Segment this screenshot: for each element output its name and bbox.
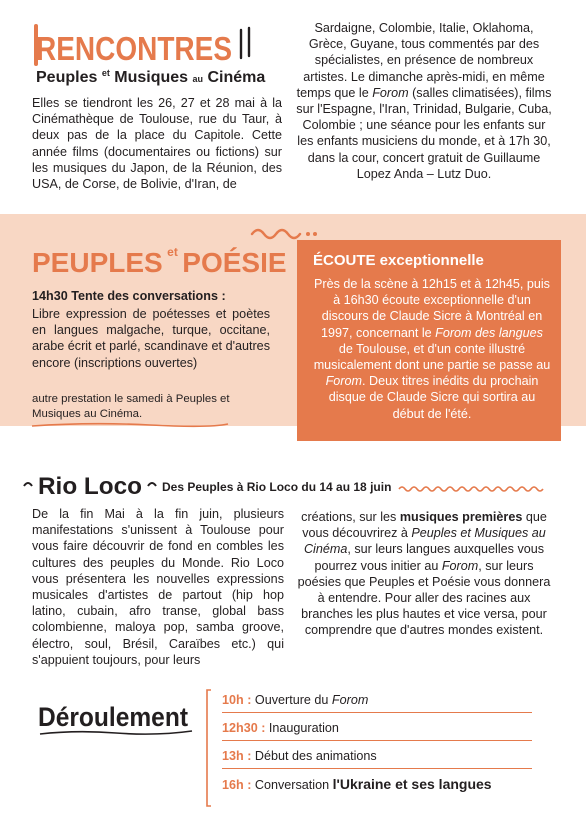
subtitle-et: et <box>101 68 110 78</box>
hand-underline <box>30 420 230 430</box>
rioloco-left-paragraph: De la fin Mai à la fin juin, plusieurs manifestations s'unissent à Toulouse pour vous faire découvrir de fond en combles les cultures des peuples du Monde. Rio Loco vous présentera les nouvelles expressions musicales d'artistes de partout (hip hop latino, cubain, afro transe, global bass colombienne, maloya pop, samba groove, électro, soul, Brésil, Caraïbes etc.) qui s'appuient toujours, pour leurs <box>32 507 284 667</box>
tente-heading: 14h30 Tente des conversations : <box>32 289 226 303</box>
rencontres-right-paragraph: Sardaigne, Colombie, Italie, Oklahoma, Grèce, Guyane, tous commentés par des spécialistes, en présence de nombreux artistes. Le dimanche après-midi, en même temps que le Forom (salles climatisées), films sur l'Espagne, l'Iran, Trinidad, Bulgarie, Cuba, Colombie ; une séance pour les enfants sur les enfants musiciens du monde, et à 17h 30, dans la cour, concert gratuit de Guillaume Lopez Anda – Lutz Duo. <box>296 21 552 181</box>
deroulement-title-graphic <box>36 694 196 738</box>
rencontres-title-graphic <box>30 20 270 88</box>
rioloco-right-paragraph: créations, sur les musiques premières que vous découvrirez à Peuples et Musiques au Cinéma, sur leurs langues auxquelles vous pourrez vous initier au Forom, sur leurs poésies que Peuples et Poésie vous donnera à entendre. Pour aller des racines aux branches les plus hautes et vice versa, pour comprendre que d'autres mondes existent. <box>297 510 551 638</box>
ecoute-body: Près de la scène à 12h15 et à 12h45, puis à 16h30 écoute exceptionnelle d'un discours de Claude Sicre à Montréal en 1997, concernant le Forom des langues de Toulouse, et d'un conte illustré musicalement dont une partie se passe au Forom. Deux titres inédits du prochain disque de Claude Sicre qui sortira au début de l'été. <box>313 277 551 421</box>
tente-body: Libre expression de poétesses et poètes en langues malgache, turque, occitane, arabe écrit et parlé, scandinave et d'autres encore (inscriptions ouvertes) <box>32 307 270 370</box>
rencontres-left-paragraph: Elles se tiendront les 26, 27 et 28 mai à la Cinémathèque de Toulouse, rue du Taur, à deux pas de la place du Capitole. Cette année films (documentaires ou fictions) sur les musiques du Japon, de la Réunion, des USA, de Corse, de Bolivie, d'Iran, de <box>32 96 282 192</box>
peuples-poesie-title-et: et <box>167 245 178 259</box>
rencontres-title: RENCONTRES <box>36 30 232 67</box>
program-bracket <box>205 688 213 808</box>
forom-italic: Forom <box>372 85 409 100</box>
tente-note: autre prestation le samedi à Peuples et Musiques au Cinéma. <box>32 393 230 420</box>
ecoute-title: ÉCOUTE exceptionnelle <box>313 252 484 269</box>
program-item-4: 16h : Conversation l'Ukraine et ses langues <box>222 776 492 792</box>
program-item-2: 12h30 : Inauguration <box>222 718 532 741</box>
wavy-decoration <box>250 222 320 242</box>
program-item-3: 13h : Début des animations <box>222 746 532 769</box>
squiggle-decoration <box>397 484 547 494</box>
subtitle-musiques: Musiques <box>114 69 189 86</box>
peuples-poesie-title-graphic <box>30 238 287 286</box>
svg-text:PEUPLES et POÉSIE <box>32 243 287 278</box>
program-item-1: 10h : Ouverture du Forom <box>222 690 532 713</box>
peuples-poesie-title-a: PEUPLES <box>32 247 163 278</box>
rioloco-title-graphic <box>22 466 162 502</box>
rioloco-title: Rio Loco <box>38 473 142 500</box>
subtitle-cinema: Cinéma <box>207 69 266 86</box>
rioloco-subtitle: Des Peuples à Rio Loco du 14 au 18 juin <box>162 480 392 494</box>
subtitle-au: au <box>192 74 204 84</box>
deroulement-title: Déroulement <box>38 702 188 732</box>
subtitle-peuples: Peuples <box>36 69 98 86</box>
peuples-poesie-title-b: POÉSIE <box>182 247 287 278</box>
